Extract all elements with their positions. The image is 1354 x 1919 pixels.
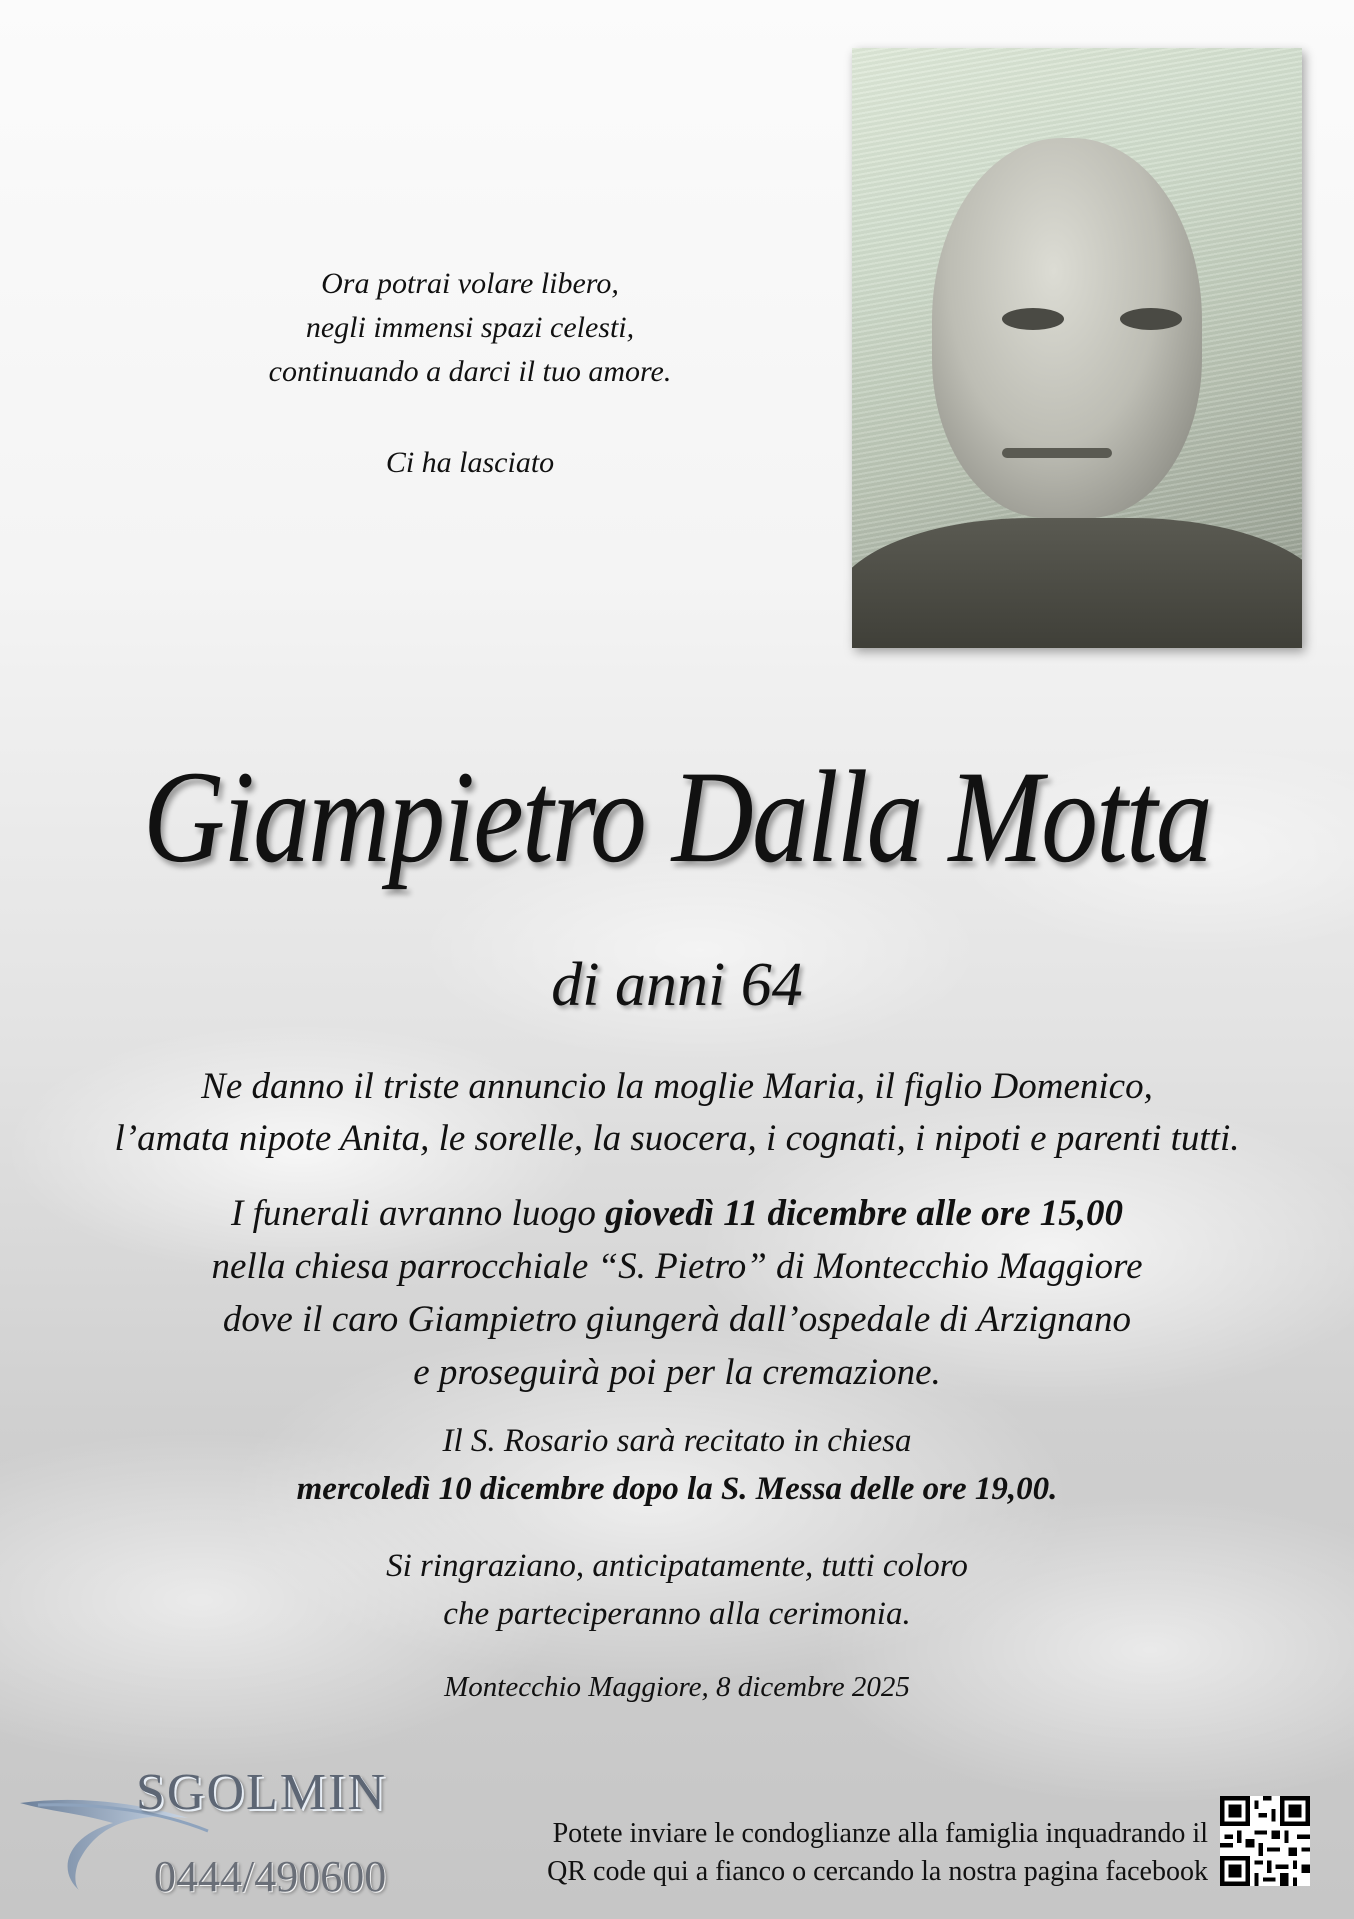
rosary-info [0,1417,1354,1513]
announcement-line: l’amata nipote Anita, le sorelle, la suocera, i cognati, i nipoti e parenti tutti. [114,1118,1240,1159]
poem-line: continuando a darci il tuo amore. [268,355,672,388]
announcement [0,1061,1354,1165]
qr-code-graphic [1220,1796,1310,1886]
condolences-line: QR code qui a fianco o cercando la nostra pagina facebook [547,1856,1208,1887]
poem-verse [170,262,770,394]
funeral-line: nella chiesa parrocchiale “S. Pietro” di Montecchio Maggiore [211,1246,1143,1287]
deceased-age: di anni 64 [551,951,803,1019]
portrait-eye [1120,308,1182,330]
poem-line: Ora potrai volare libero, [321,267,619,300]
rosary-datetime: mercoledì 10 dicembre dopo la S. Messa delle ore 19,00. [296,1471,1058,1507]
qr-code-icon[interactable] [1220,1796,1310,1886]
condolences-note [456,1815,1208,1891]
rosary-line [0,1465,1354,1513]
condolences-line: Potete inviare le condoglianze alla famiglia inquadrando il [552,1818,1208,1849]
portrait-coat [852,518,1302,648]
funeral-line [0,1187,1354,1240]
portrait-photo [852,48,1302,648]
brand-phone: 0444/490600 [154,1852,387,1901]
portrait-eye [1002,308,1064,330]
funeral-datetime: giovedì 11 dicembre alle ore 15,00 [605,1193,1123,1234]
left-us-text: Ci ha lasciato [385,446,555,479]
thanks-line: che parteciperanno alla cerimonia. [443,1596,911,1632]
sgolmin-logo [18,1763,438,1903]
thanks-line: Si ringraziano, anticipatamente, tutti coloro [386,1548,968,1584]
announcement-line: Ne danno il triste annuncio la moglie Maria, il figlio Domenico, [201,1066,1153,1107]
place-date: Montecchio Maggiore, 8 dicembre 2025 [444,1671,910,1703]
funeral-intro: I funerali avranno luogo [231,1193,606,1234]
rosary-line: Il S. Rosario sarà recitato in chiesa [442,1423,912,1459]
deceased-name: Giampietro Dalla Motta [143,743,1211,890]
funeral-line: dove il caro Giampietro giungerà dall’ospedale di Arzignano [222,1299,1132,1340]
portrait-mouth [1002,448,1112,458]
funeral-line: e proseguirà poi per la cremazione. [413,1352,941,1393]
thanks-message [0,1542,1354,1638]
brand-name: SGOLMIN [136,1764,387,1821]
poem-line: negli immensi spazi celesti, [305,311,635,344]
funeral-info [0,1187,1354,1399]
